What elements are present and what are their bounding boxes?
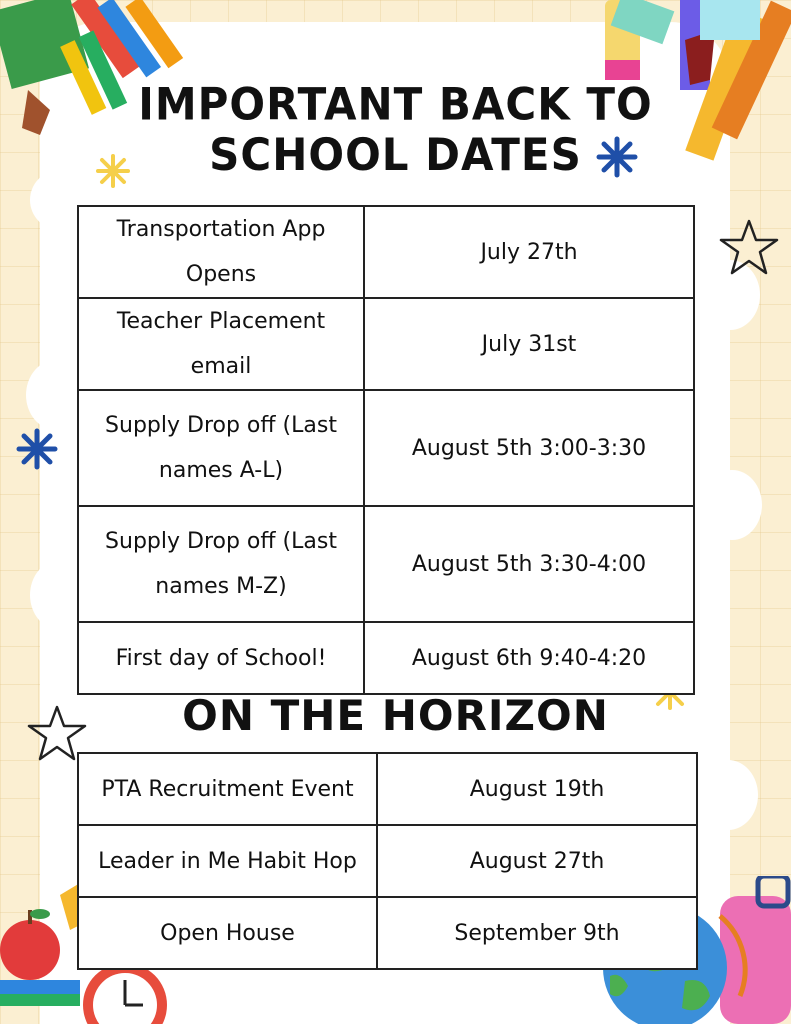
date-cell: August 27th [377,825,697,897]
table-row [78,825,697,897]
table-row [78,298,694,390]
date-cell: August 6th 9:40-4:20 [364,622,694,694]
title-line-1: IMPORTANT BACK TO [138,78,653,130]
table-row [78,622,694,694]
asterisk-icon [16,428,58,470]
date-cell: July 31st [364,298,694,390]
date-cell: August 5th 3:30-4:00 [364,506,694,622]
event-cell: Leader in Me Habit Hop [78,825,377,897]
paper-scallop [702,470,762,540]
section-title-horizon: ON THE HORIZON [182,691,609,740]
paper-scallop [698,760,758,830]
table-row [78,206,694,298]
table-row [78,506,694,622]
event-cell: Supply Drop off (Last names M-Z) [78,506,364,622]
date-cell: September 9th [377,897,697,969]
event-cell: First day of School! [78,622,364,694]
horizon-dates-table [77,752,698,970]
title-line-2: SCHOOL DATES [209,128,582,181]
date-cell: August 19th [377,753,697,825]
event-cell: Transportation App Opens [78,206,364,298]
event-cell: Teacher Placement email [78,298,364,390]
table-row [78,753,697,825]
event-cell: PTA Recruitment Event [78,753,377,825]
date-cell: August 5th 3:00-3:30 [364,390,694,506]
page-title [0,80,791,181]
star-outline-icon [718,218,780,276]
table-row [78,390,694,506]
table-row [78,897,697,969]
event-cell: Supply Drop off (Last names A-L) [78,390,364,506]
event-cell: Open House [78,897,377,969]
date-cell: July 27th [364,206,694,298]
important-dates-table [77,205,695,695]
